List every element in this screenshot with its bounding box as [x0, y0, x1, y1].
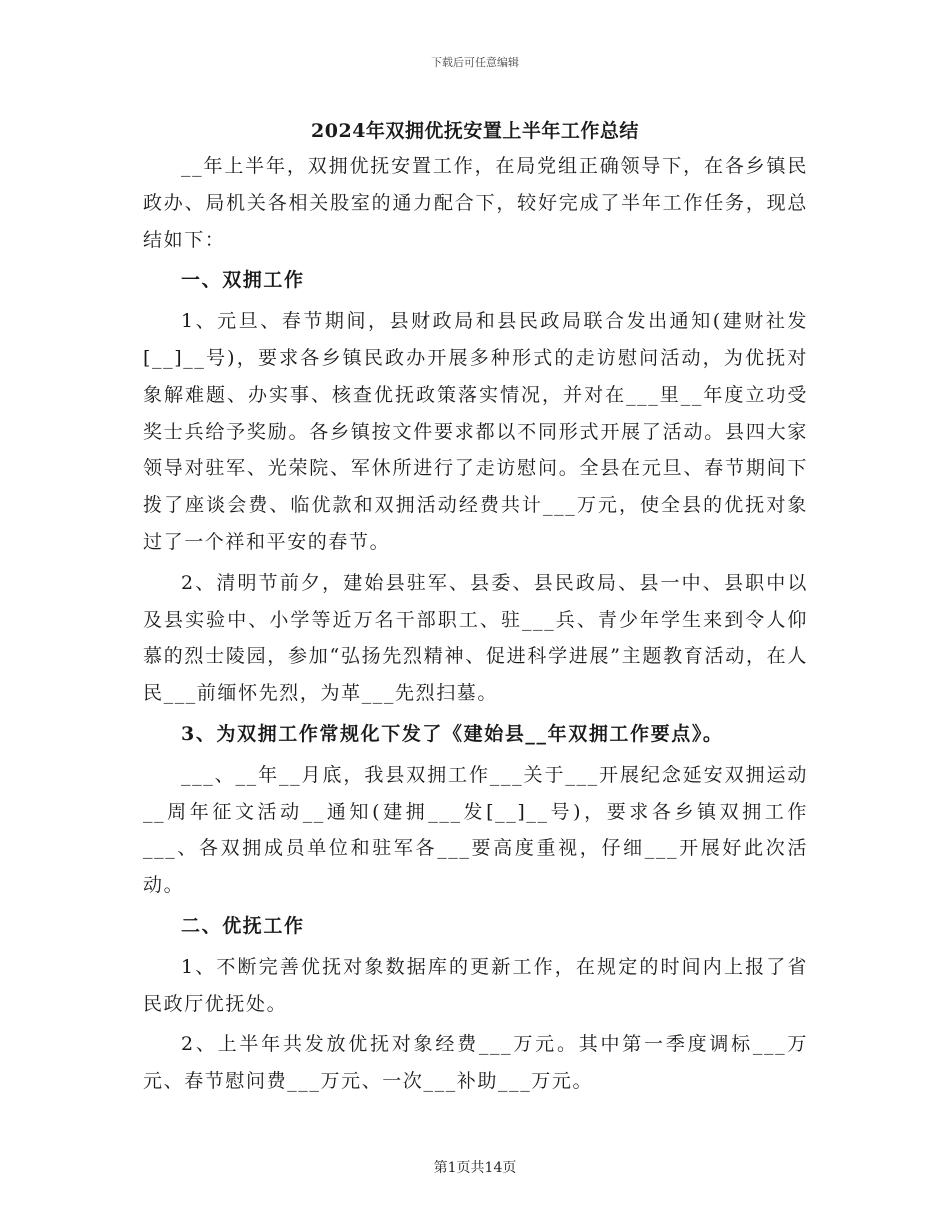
- page-number: 第1页共14页: [433, 1160, 517, 1176]
- section1-item3-body: ___、__年__月底，我县双拥工作___关于___开展纪念延安双拥运动__周年征文活动__通知(建拥___发[__]__号)，要求各乡镇双拥工作___、各双拥成员单位和驻军各___要高度重视，仔细___开展好此次活动。: [143, 763, 808, 897]
- intro-paragraph: __年上半年，双拥优抚安置工作，在局党组正确领导下，在各乡镇民政办、局机关各相关股室的通力配合下，较好完成了半年工作任务，现总结如下：: [143, 155, 808, 251]
- section1-item3-heading: 3、为双拥工作常规化下发了《建始县__年双拥工作要点》。: [181, 722, 724, 745]
- section2-item1: 1、不断完善优抚对象数据库的更新工作，在规定的时间内上报了省民政厅优抚处。: [143, 955, 808, 1015]
- section-heading-shuangyong: 一、双拥工作: [181, 269, 305, 292]
- page-title: 2024年双拥优抚安置上半年工作总结: [311, 120, 639, 142]
- section2-item2: 2、上半年共发放优抚对象经费___万元。其中第一季度调标___万元、春节慰问费___万元、一次___补助___万元。: [143, 1033, 808, 1093]
- section1-item2: 2、清明节前夕，建始县驻军、县委、县民政局、县一中、县职中以及县实验中、小学等近万名干部职工、驻___兵、青少年学生来到令人仰慕的烈士陵园，参加“弘扬先烈精神、促进科学进展”主题教育活动，在人民___前缅怀先烈，为革___先烈扫墓。: [143, 571, 808, 705]
- document-body: [143, 148, 808, 1100]
- section1-item1: 1、元旦、春节期间，县财政局和县民政局联合发出通知(建财社发[__]__号)，要求各乡镇民政办开展多种形式的走访慰问活动，为优抚对象解难题、办实事、核查优抚政策落实情况，并对在___里__年度立功受奖士兵给予奖励。各乡镇按文件要求都以不同形式开展了活动。县四大家领导对驻军、光荣院、军休所进行了走访慰问。全县在元旦、春节期间下拨了座谈会费、临优款和双拥活动经费共计___万元，使全县的优抚对象过了一个祥和平安的春节。: [143, 310, 808, 553]
- header-note: 下载后可任意编辑: [431, 56, 519, 69]
- section-heading-youfu: 二、优抚工作: [181, 914, 305, 937]
